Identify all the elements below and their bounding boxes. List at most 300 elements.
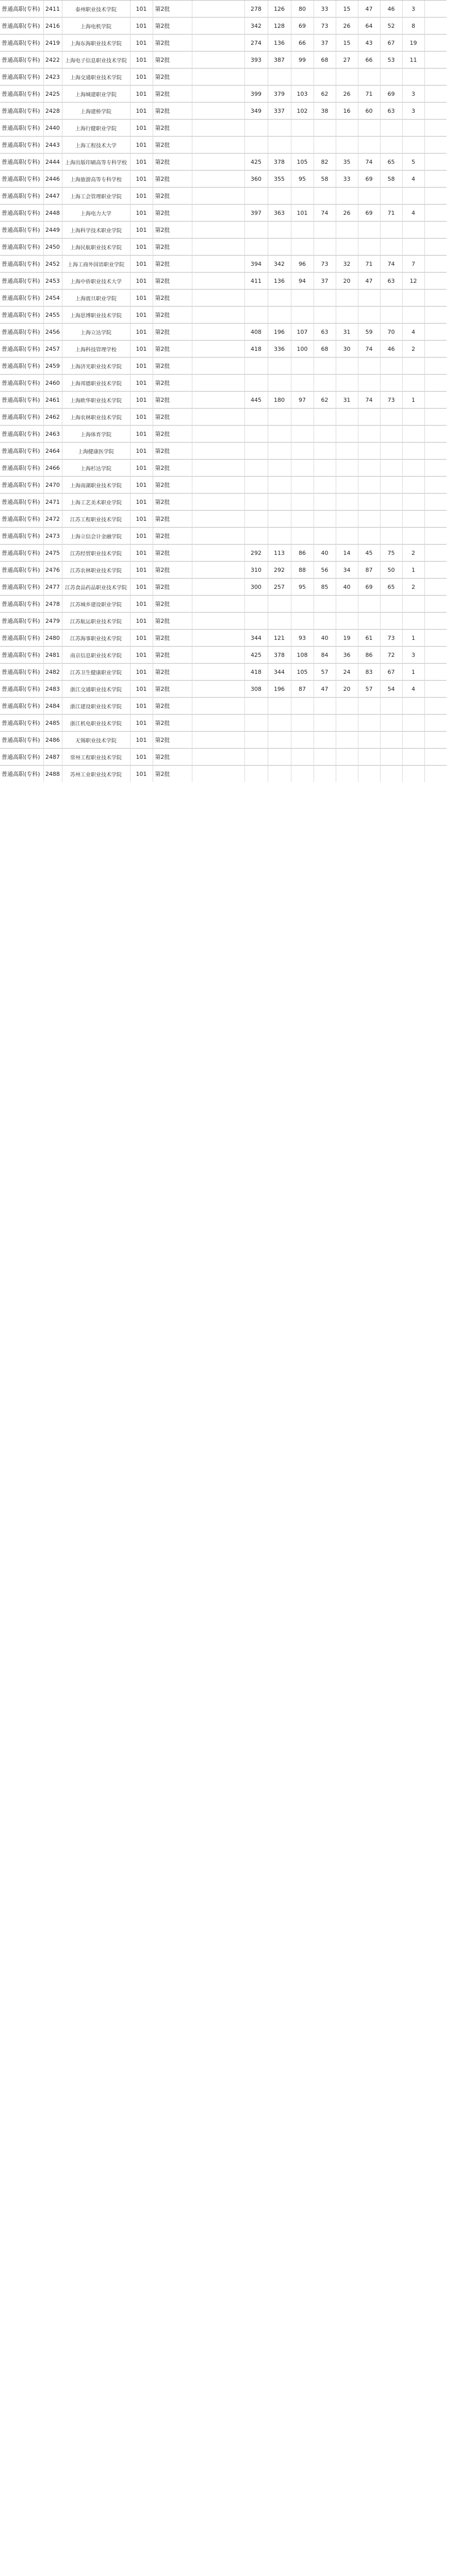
cell-batch: 第2批 [153,188,192,205]
cell-c [291,511,314,528]
cell-f [358,596,380,613]
cell-code: 2423 [43,69,62,86]
cell-name: 无锡职业技术学院 [62,732,130,749]
cell-spacer [424,698,447,715]
cell-e [336,137,358,154]
cell-a [244,749,268,766]
table-row [0,596,476,613]
cell-spacer [424,562,447,579]
cell-e [336,528,358,545]
cell-e [336,766,358,783]
cell-name: 上海工商外国语职业学院 [62,256,130,273]
cell-a: 425 [244,647,268,664]
cell-code: 2485 [43,715,62,732]
cell-a: 278 [244,1,268,18]
cell-d [314,613,336,630]
cell-group: 101 [130,630,153,647]
cell-type: 普通高职(专科) [0,86,43,103]
cell-code: 2450 [43,239,62,256]
cell-g: 54 [380,681,402,698]
cell-type: 普通高职(专科) [0,307,43,324]
cell-e [336,477,358,494]
cell-batch: 第2批 [153,307,192,324]
cell-code: 2453 [43,273,62,290]
cell-c [291,460,314,477]
cell-batch: 第2批 [153,375,192,392]
cell-h: 12 [402,273,424,290]
table-row [0,494,476,511]
table-row [0,409,476,426]
cell-d [314,443,336,460]
cell-b [268,290,291,307]
cell-d [314,69,336,86]
cell-e: 20 [336,681,358,698]
cell-f [358,528,380,545]
cell-code: 2447 [43,188,62,205]
cell-name: 上海中侨职业技术大学 [62,273,130,290]
cell-h: 1 [402,630,424,647]
cell-d: 68 [314,52,336,69]
cell-e [336,749,358,766]
cell-f [358,443,380,460]
cell-d: 47 [314,681,336,698]
cell-type: 普通高职(专科) [0,375,43,392]
cell-a [244,766,268,783]
cell-e: 26 [336,86,358,103]
cell-a [244,358,268,375]
cell-code: 2487 [43,749,62,766]
cell-type: 普通高职(专科) [0,477,43,494]
cell-b: 355 [268,171,291,188]
cell-spacer [424,392,447,409]
table-row [0,52,476,69]
cell-b: 378 [268,647,291,664]
cell-code: 2476 [43,562,62,579]
cell-f [358,613,380,630]
cell-code: 2454 [43,290,62,307]
cell-g: 69 [380,86,402,103]
cell-d: 40 [314,545,336,562]
cell-b: 336 [268,341,291,358]
cell-batch: 第2批 [153,579,192,596]
cell-spacer [424,681,447,698]
cell-c: 99 [291,52,314,69]
cell-c [291,613,314,630]
cell-b [268,494,291,511]
cell-spacer [424,409,447,426]
cell-h [402,290,424,307]
cell-name: 上海健康医学院 [62,443,130,460]
cell-note [192,494,244,511]
cell-name: 浙江机电职业技术学院 [62,715,130,732]
table-row [0,154,476,171]
cell-d: 40 [314,630,336,647]
cell-a: 397 [244,205,268,222]
cell-group: 101 [130,392,153,409]
cell-a: 408 [244,324,268,341]
cell-code: 2446 [43,171,62,188]
cell-e: 20 [336,273,358,290]
cell-c [291,222,314,239]
cell-code: 2473 [43,528,62,545]
cell-spacer [424,120,447,137]
cell-group: 101 [130,171,153,188]
cell-h [402,120,424,137]
cell-h [402,596,424,613]
cell-g [380,460,402,477]
cell-d [314,426,336,443]
cell-b [268,375,291,392]
cell-c [291,477,314,494]
cell-type: 普通高职(专科) [0,698,43,715]
cell-group: 101 [130,52,153,69]
cell-d: 85 [314,579,336,596]
cell-d [314,749,336,766]
cell-c: 87 [291,681,314,698]
cell-note [192,409,244,426]
cell-group: 101 [130,290,153,307]
cell-group: 101 [130,222,153,239]
cell-d [314,460,336,477]
cell-batch: 第2批 [153,698,192,715]
cell-a [244,494,268,511]
cell-type: 普通高职(专科) [0,460,43,477]
cell-b [268,732,291,749]
cell-e [336,222,358,239]
cell-note [192,256,244,273]
cell-a: 342 [244,18,268,35]
cell-type: 普通高职(专科) [0,205,43,222]
cell-a [244,409,268,426]
cell-a [244,732,268,749]
cell-type: 普通高职(专科) [0,358,43,375]
cell-c: 108 [291,647,314,664]
cell-name: 上海科技管理学校 [62,341,130,358]
cell-d: 57 [314,664,336,681]
cell-h [402,188,424,205]
cell-f: 71 [358,256,380,273]
cell-f: 60 [358,103,380,120]
cell-name: 常州工程职业技术学院 [62,749,130,766]
cell-f: 45 [358,545,380,562]
cell-f [358,477,380,494]
cell-spacer [424,749,447,766]
cell-h [402,69,424,86]
cell-type: 普通高职(专科) [0,681,43,698]
cell-b: 292 [268,562,291,579]
cell-spacer [424,375,447,392]
cell-group: 101 [130,647,153,664]
cell-g: 75 [380,545,402,562]
cell-a [244,443,268,460]
cell-f [358,375,380,392]
cell-a: 308 [244,681,268,698]
table-row [0,171,476,188]
cell-spacer [424,256,447,273]
cell-note [192,426,244,443]
cell-h: 3 [402,103,424,120]
cell-g: 46 [380,341,402,358]
cell-spacer [424,613,447,630]
cell-note [192,528,244,545]
cell-code: 2448 [43,205,62,222]
cell-batch: 第2批 [153,239,192,256]
cell-name: 上海交通职业技术学院 [62,69,130,86]
cell-c [291,69,314,86]
cell-e: 35 [336,154,358,171]
cell-a [244,528,268,545]
cell-group: 101 [130,18,153,35]
cell-g: 70 [380,324,402,341]
cell-name: 江苏农林职业技术学院 [62,562,130,579]
cell-g [380,188,402,205]
cell-g: 65 [380,579,402,596]
cell-b: 387 [268,52,291,69]
cell-batch: 第2批 [153,18,192,35]
cell-note [192,749,244,766]
cell-group: 101 [130,749,153,766]
cell-g: 52 [380,18,402,35]
cell-f: 74 [358,341,380,358]
cell-code: 2425 [43,86,62,103]
cell-type: 普通高职(专科) [0,1,43,18]
cell-e [336,307,358,324]
cell-c [291,596,314,613]
cell-e: 30 [336,341,358,358]
cell-spacer [424,443,447,460]
cell-name: 上海工会管理职业学院 [62,188,130,205]
cell-spacer [424,171,447,188]
cell-group: 101 [130,154,153,171]
cell-c: 105 [291,664,314,681]
cell-code: 2456 [43,324,62,341]
cell-g [380,511,402,528]
cell-b [268,698,291,715]
cell-name: 上海建桥学院 [62,103,130,120]
cell-group: 101 [130,494,153,511]
cell-e [336,732,358,749]
cell-c [291,443,314,460]
cell-a [244,698,268,715]
admission-score-table [0,0,476,782]
cell-f [358,358,380,375]
cell-spacer [424,154,447,171]
cell-a: 418 [244,664,268,681]
cell-g: 46 [380,1,402,18]
cell-d [314,477,336,494]
cell-c: 107 [291,324,314,341]
cell-g [380,749,402,766]
cell-group: 101 [130,307,153,324]
cell-c: 66 [291,35,314,52]
cell-h: 7 [402,256,424,273]
cell-a [244,477,268,494]
cell-e: 27 [336,52,358,69]
cell-batch: 第2批 [153,681,192,698]
cell-d: 74 [314,205,336,222]
cell-type: 普通高职(专科) [0,715,43,732]
cell-code: 2484 [43,698,62,715]
cell-group: 101 [130,273,153,290]
cell-c [291,426,314,443]
cell-group: 101 [130,613,153,630]
cell-h: 1 [402,392,424,409]
cell-name: 上海民航职业技术学院 [62,239,130,256]
cell-f [358,188,380,205]
cell-e [336,715,358,732]
cell-b [268,443,291,460]
cell-group: 101 [130,766,153,783]
cell-name: 上海城建职业学院 [62,86,130,103]
cell-d: 33 [314,1,336,18]
table-row [0,613,476,630]
cell-b: 378 [268,154,291,171]
cell-name: 江苏航运职业技术学院 [62,613,130,630]
cell-code: 2486 [43,732,62,749]
cell-g [380,409,402,426]
cell-type: 普通高职(专科) [0,324,43,341]
cell-name: 上海欧华职业技术学院 [62,392,130,409]
table-row [0,1,476,18]
cell-a: 349 [244,103,268,120]
cell-g: 67 [380,35,402,52]
cell-spacer [424,239,447,256]
cell-name: 浙江建设职业技术学院 [62,698,130,715]
cell-f [358,766,380,783]
cell-batch: 第2批 [153,494,192,511]
cell-a [244,188,268,205]
cell-name: 江苏食品药品职业技术学院 [62,579,130,596]
cell-batch: 第2批 [153,120,192,137]
cell-note [192,171,244,188]
cell-spacer [424,103,447,120]
cell-e [336,239,358,256]
cell-c: 100 [291,341,314,358]
cell-batch: 第2批 [153,749,192,766]
cell-a: 360 [244,171,268,188]
cell-spacer [424,545,447,562]
cell-e: 32 [336,256,358,273]
cell-f: 69 [358,579,380,596]
cell-a: 310 [244,562,268,579]
table-row [0,698,476,715]
cell-h: 2 [402,545,424,562]
cell-type: 普通高职(专科) [0,392,43,409]
cell-h: 4 [402,205,424,222]
cell-note [192,205,244,222]
table-row [0,715,476,732]
table-row [0,290,476,307]
cell-a [244,69,268,86]
cell-spacer [424,358,447,375]
cell-spacer [424,426,447,443]
cell-name: 上海农林职业技术学院 [62,409,130,426]
cell-code: 2460 [43,375,62,392]
cell-note [192,341,244,358]
cell-g [380,290,402,307]
cell-h [402,137,424,154]
table-row [0,562,476,579]
cell-h: 4 [402,324,424,341]
cell-c: 102 [291,103,314,120]
table-row [0,460,476,477]
cell-batch: 第2批 [153,171,192,188]
cell-a: 393 [244,52,268,69]
cell-d [314,358,336,375]
cell-group: 101 [130,358,153,375]
cell-c: 80 [291,1,314,18]
cell-b [268,358,291,375]
cell-group: 101 [130,681,153,698]
cell-g [380,494,402,511]
cell-type: 普通高职(专科) [0,52,43,69]
cell-d [314,188,336,205]
cell-name: 泰州职业技术学院 [62,1,130,18]
cell-g: 50 [380,562,402,579]
cell-h: 3 [402,1,424,18]
cell-g [380,477,402,494]
cell-d: 84 [314,647,336,664]
cell-group: 101 [130,1,153,18]
cell-c [291,715,314,732]
cell-note [192,715,244,732]
cell-b [268,613,291,630]
table-row [0,392,476,409]
cell-f: 59 [358,324,380,341]
cell-b: 337 [268,103,291,120]
cell-c [291,307,314,324]
table-row [0,18,476,35]
cell-c: 86 [291,545,314,562]
cell-type: 普通高职(专科) [0,188,43,205]
cell-note [192,86,244,103]
cell-d: 73 [314,18,336,35]
cell-name: 苏州工业职业技术学院 [62,766,130,783]
table-row [0,664,476,681]
cell-c [291,188,314,205]
cell-h [402,511,424,528]
cell-type: 普通高职(专科) [0,103,43,120]
cell-c [291,528,314,545]
cell-h: 2 [402,341,424,358]
cell-code: 2416 [43,18,62,35]
cell-f [358,222,380,239]
cell-name: 江苏经贸职业技术学院 [62,545,130,562]
cell-code: 2449 [43,222,62,239]
cell-d [314,239,336,256]
cell-spacer [424,647,447,664]
cell-spacer [424,477,447,494]
cell-g [380,596,402,613]
cell-name: 浙江交通职业技术学院 [62,681,130,698]
cell-spacer [424,290,447,307]
cell-name: 上海南湖职业技术学院 [62,477,130,494]
cell-name: 上海电机学院 [62,18,130,35]
cell-note [192,222,244,239]
cell-c: 105 [291,154,314,171]
cell-a [244,307,268,324]
cell-note [192,358,244,375]
cell-code: 2477 [43,579,62,596]
cell-c [291,494,314,511]
table-row [0,630,476,647]
table-row [0,273,476,290]
cell-a [244,375,268,392]
cell-g [380,426,402,443]
cell-note [192,579,244,596]
table-row [0,443,476,460]
cell-spacer [424,324,447,341]
